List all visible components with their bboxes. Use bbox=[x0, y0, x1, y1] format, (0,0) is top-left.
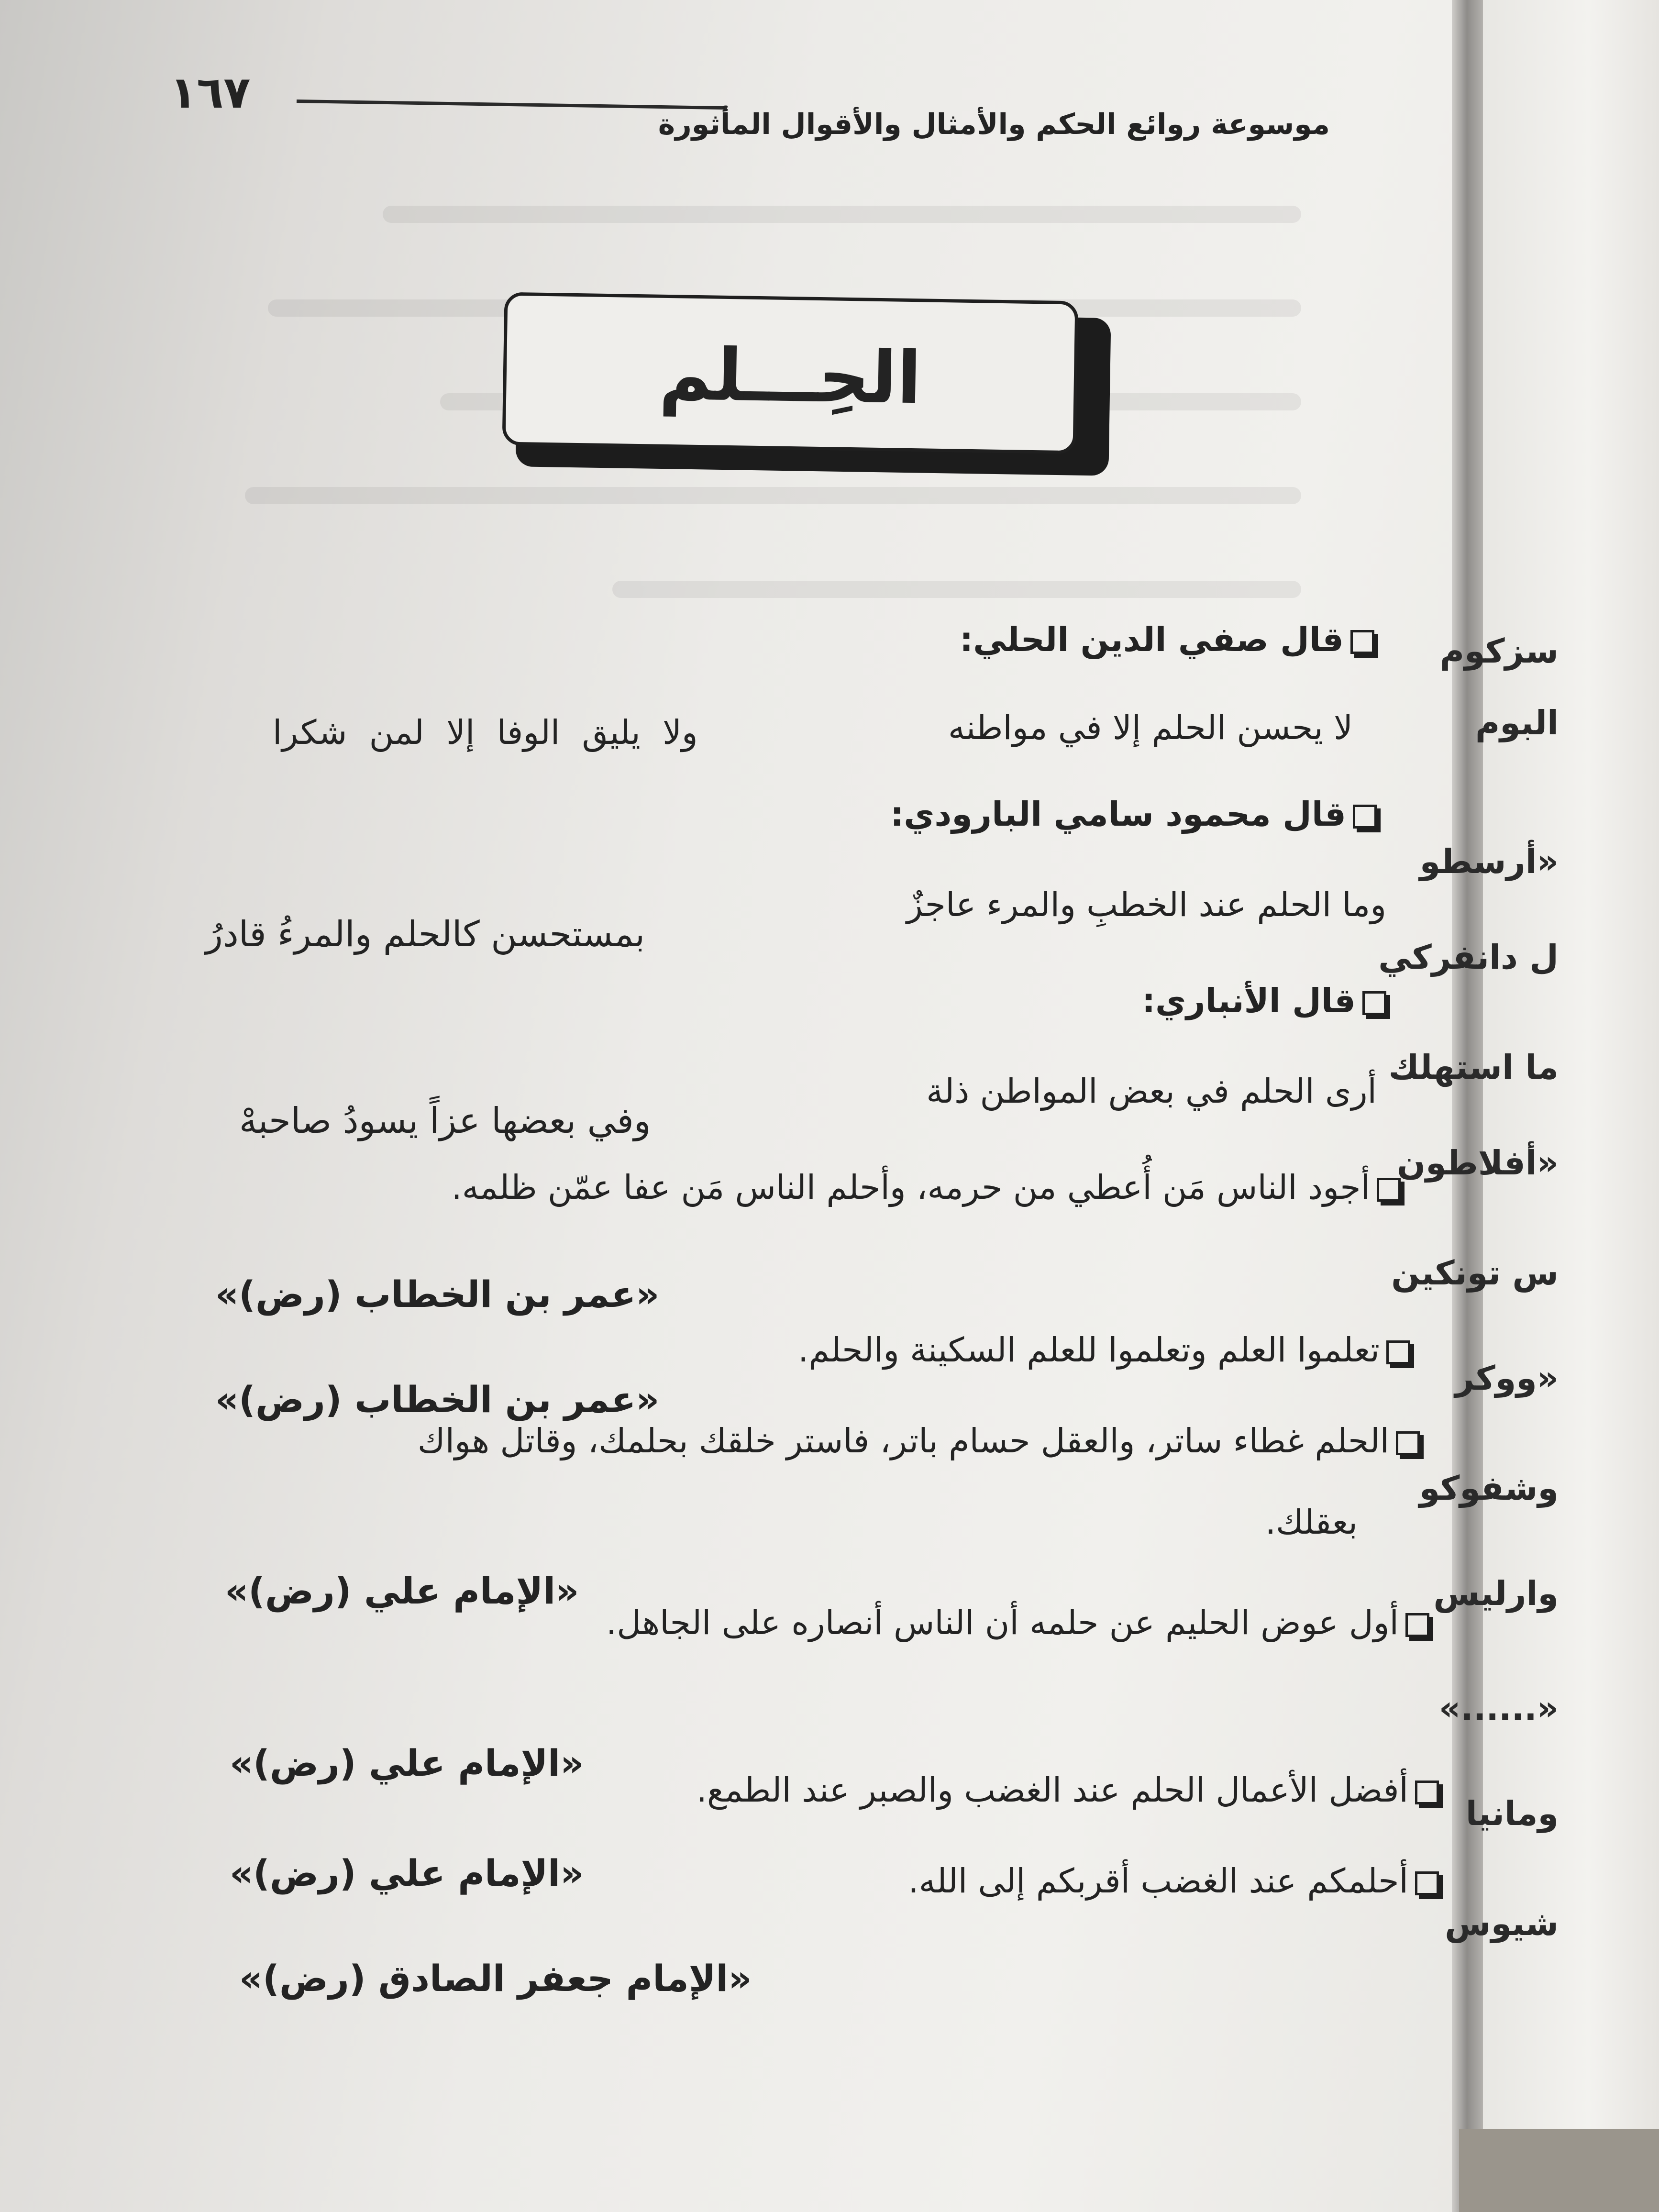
quote-attribution: «الإمام علي (رض)» bbox=[230, 1852, 584, 1894]
quote-attribution: «عمر بن الخطاب (رض)» bbox=[215, 1378, 660, 1421]
verse-first-hemistich: لا يحسن الحلم إلا في مواطنه bbox=[948, 708, 1353, 747]
facing-page-line: ل دانفركي bbox=[1378, 938, 1559, 977]
verse-second-hemistich: ولا يليق الوفا إلا لمن شكرا bbox=[273, 713, 698, 752]
facing-page-line: س تونكين bbox=[1391, 1253, 1559, 1293]
facing-page-line: البوم bbox=[1475, 703, 1559, 742]
facing-page-line: شيوس bbox=[1445, 1904, 1559, 1943]
facing-page-line: وشفوكو bbox=[1419, 1469, 1559, 1508]
quote-line bbox=[606, 1603, 1429, 1643]
quote-line bbox=[452, 1167, 1401, 1207]
facing-page bbox=[1378, 0, 1659, 2212]
checkbox-bullet-icon bbox=[1377, 1178, 1401, 1202]
entry-intro-text: قال صفي الدين الحلي: bbox=[960, 620, 1344, 659]
quote-text: أجود الناس مَن أُعطي من حرمه، وأحلم الناس مَن عفا عمّن ظلمه. bbox=[451, 1168, 1370, 1207]
quote-text: أحلمكم عند الغضب أقربكم إلى الله. bbox=[908, 1861, 1408, 1901]
facing-page-line: «أرسطو bbox=[1419, 842, 1559, 881]
page-number: ١٦٧ bbox=[170, 67, 251, 118]
facing-page-line: «......» bbox=[1439, 1689, 1559, 1728]
quote-text: أفضل الأعمال الحلم عند الغضب والصبر عند الطمع. bbox=[696, 1770, 1408, 1810]
quote-attribution: «الإمام علي (رض)» bbox=[225, 1570, 579, 1612]
entry-intro bbox=[960, 619, 1374, 660]
checkbox-bullet-icon bbox=[1415, 1871, 1439, 1895]
quote-attribution: «عمر بن الخطاب (رض)» bbox=[215, 1273, 660, 1316]
verse-first-hemistich: وما الحلم عند الخطبِ والمرء عاجزٌ bbox=[907, 885, 1386, 924]
entry-intro bbox=[890, 794, 1377, 834]
book-title: موسوعة روائع الحكم والأمثال والأقوال المأثورة bbox=[658, 108, 1330, 141]
verse-second-hemistich: وفي بعضها عزاً يسودُ صاحبهْ bbox=[239, 1100, 651, 1141]
facing-page-line: ومانيا bbox=[1465, 1794, 1559, 1833]
quote-attribution: «الإمام علي (رض)» bbox=[230, 1742, 584, 1784]
quote-text: تعلموا العلم وتعلموا للعلم السكينة والحلم. bbox=[798, 1330, 1380, 1370]
book-gutter bbox=[1452, 0, 1485, 2212]
quote-line bbox=[418, 1421, 1420, 1461]
facing-page-line: سزكوم bbox=[1439, 631, 1559, 671]
verse-first-hemistich: أرى الحلم في بعض المواطن ذلة bbox=[926, 1072, 1377, 1111]
entry-intro-text: قال محمود سامي البارودي: bbox=[890, 795, 1346, 834]
facing-page-line: ما استهلك bbox=[1388, 1048, 1559, 1087]
quote-line bbox=[798, 1330, 1410, 1370]
checkbox-bullet-icon bbox=[1386, 1340, 1410, 1364]
facing-page-line: وارليس bbox=[1433, 1574, 1559, 1613]
verse-second-hemistich: بمستحسن كالحلم والمرءُ قادرُ bbox=[206, 914, 645, 955]
facing-page-line: «ووكر bbox=[1455, 1359, 1559, 1398]
checkbox-bullet-icon bbox=[1405, 1613, 1429, 1637]
quote-line-continuation: بعقلك. bbox=[1265, 1503, 1358, 1542]
entry-intro-text: قال الأنباري: bbox=[1142, 981, 1356, 1020]
quote-text: أول عوض الحليم عن حلمه أن الناس أنصاره على الجاهل. bbox=[606, 1603, 1399, 1642]
checkbox-bullet-icon bbox=[1362, 991, 1386, 1015]
checkbox-bullet-icon bbox=[1353, 805, 1377, 829]
chapter-title: الحِـــلم bbox=[658, 332, 922, 420]
quote-attribution: «الإمام جعفر الصادق (رض)» bbox=[239, 1957, 752, 2000]
checkbox-bullet-icon bbox=[1350, 630, 1374, 654]
quote-text: الحلم غطاء ساتر، والعقل حسام باتر، فاستر خلقك بحلمك، وقاتل هواك bbox=[417, 1421, 1389, 1460]
table-surface bbox=[1459, 2129, 1659, 2212]
checkbox-bullet-icon bbox=[1396, 1431, 1420, 1455]
entry-intro bbox=[1142, 981, 1386, 1021]
facing-page-line: «أفلاطون bbox=[1397, 1143, 1559, 1183]
quote-line bbox=[908, 1861, 1439, 1901]
checkbox-bullet-icon bbox=[1415, 1781, 1439, 1804]
quote-line bbox=[697, 1770, 1439, 1810]
